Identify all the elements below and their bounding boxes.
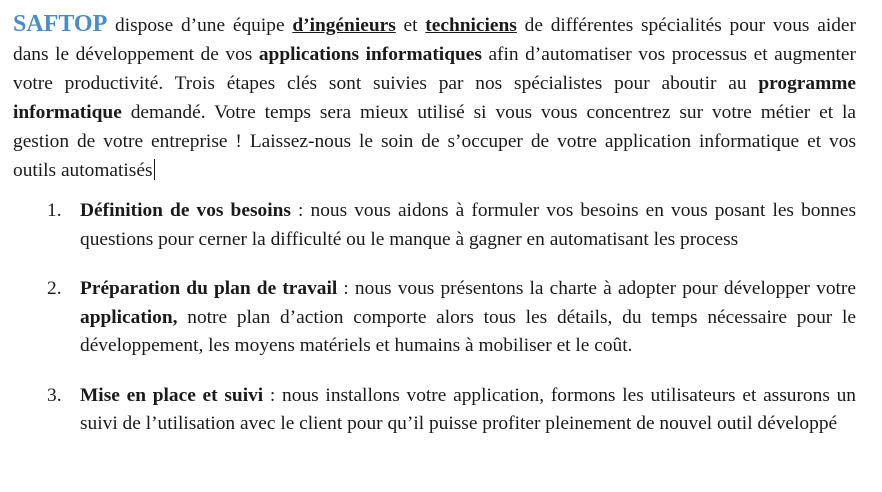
- intro-text: afin d’automatiser vos processus et augmenter votre productivité. Trois étapes clés sont suivies par nos spécialistes pour aboutir au: [13, 44, 856, 94]
- brand-name: SAFTOP: [13, 11, 108, 37]
- intro-engineers: d’ingénieurs: [292, 15, 396, 36]
- intro-paragraph[interactable]: [13, 10, 856, 185]
- step-text: : nous vous aidons à formuler vos besoins en vous posant les bonnes questions pour cerner la difficulté ou le manque à gagner en automatisant les process: [80, 200, 857, 250]
- intro-text: demandé. Votre temps sera mieux utilisé si vous vous concentrez sur votre métier et la gestion de votre entreprise ! Laissez-nous le soin de s’occuper de votre application informatique et vos outils automatisés: [13, 102, 856, 181]
- step-title: Préparation du plan de travail: [80, 278, 338, 299]
- step-bold-application: application,: [80, 306, 178, 328]
- list-item[interactable]: [13, 197, 856, 254]
- intro-program: programme informatique: [13, 73, 856, 123]
- steps-list: [13, 197, 856, 439]
- intro-applications: applications informatiques: [258, 44, 482, 65]
- list-item[interactable]: [13, 275, 856, 361]
- intro-text: de différentes spécialités pour vous aider dans le développement de vos: [13, 15, 856, 65]
- intro-text: et: [395, 15, 426, 36]
- intro-technicians: techniciens: [425, 15, 517, 36]
- list-number: 2.: [47, 278, 62, 299]
- step-title: Mise en place et suivi: [80, 384, 264, 406]
- list-item[interactable]: [13, 382, 856, 439]
- list-number: 3.: [47, 384, 62, 406]
- step-text: : nous vous présentons la charte à adopter pour développer votre: [337, 278, 856, 299]
- intro-text: dispose d’une équipe: [107, 15, 293, 36]
- text-cursor: [154, 159, 155, 180]
- step-text: : nous installons votre application, formons les utilisateurs et assurons un suivi de l’utilisation avec le client pour qu’il puisse profiter pleinement de nouvel outil développé: [80, 384, 856, 434]
- step-title: Définition de vos besoins: [80, 200, 291, 221]
- list-number: 1.: [47, 200, 62, 221]
- step-text: notre plan d’action comporte alors tous les détails, du temps nécessaire pour le développement, les moyens matériels et humains à mobiliser et le coût.: [80, 306, 856, 356]
